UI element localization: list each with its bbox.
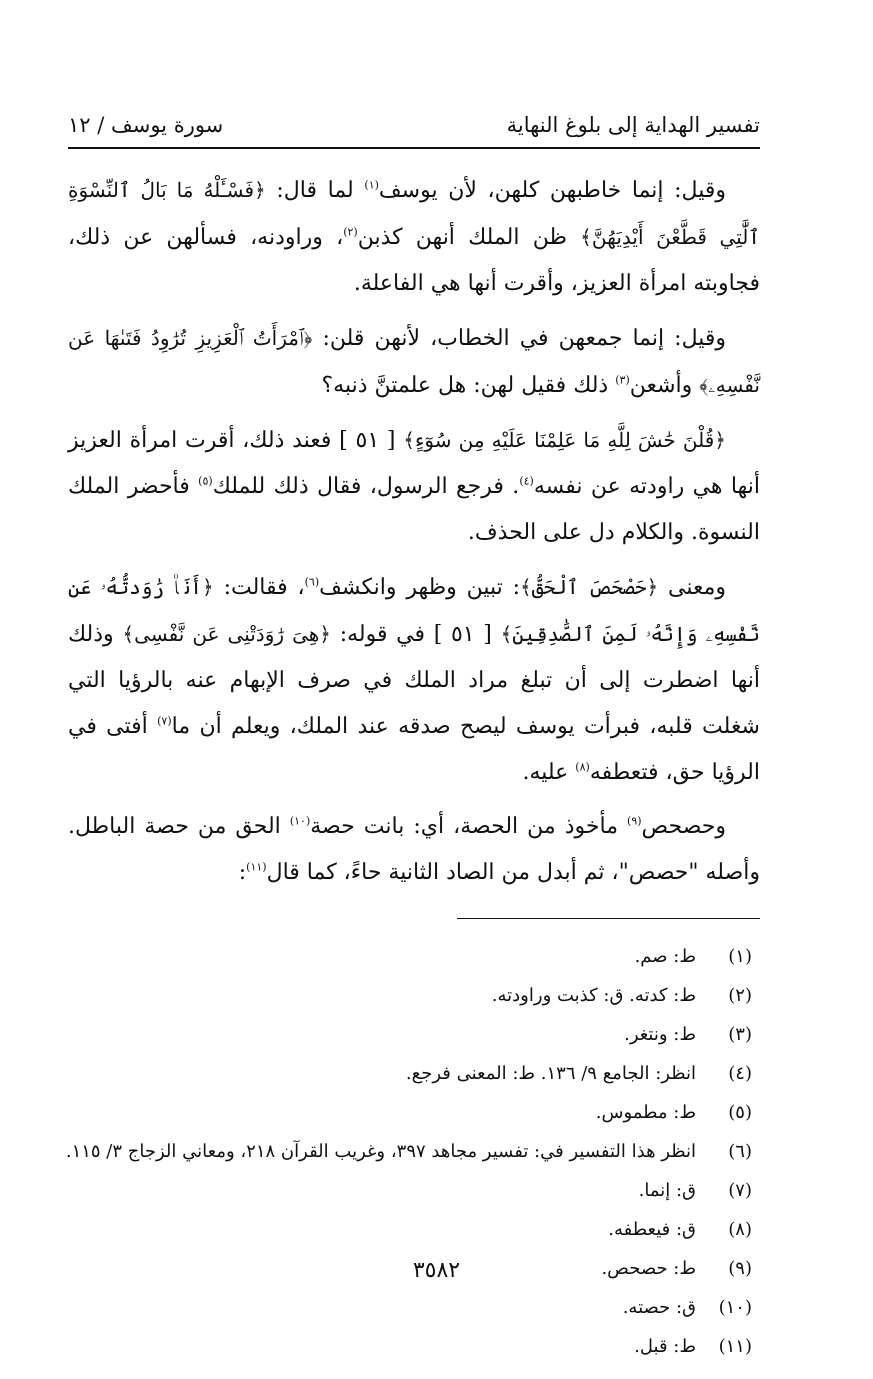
text-segment: وحصحص xyxy=(641,814,727,839)
text-segment: : تبين وظهر وانكشف xyxy=(319,575,521,600)
paragraph-5 xyxy=(68,804,760,896)
paragraph-4 xyxy=(68,564,760,796)
footnote-ref: (١٠) xyxy=(289,814,311,828)
footnote-text: ق: فيعطفه. xyxy=(608,1219,696,1240)
footnote-text: ط: قبل. xyxy=(634,1336,696,1357)
text-segment: ، وراودنه، فسألهن عن ذلك، فجاوبته امرأة العزيز، وأقرت أنها هي الفاعلة. xyxy=(68,225,760,296)
text-segment: ظن الملك أنهن كذبن xyxy=(357,225,581,250)
surah-label: سورة يوسف / ١٢ xyxy=(68,113,224,137)
text-segment: عليه. xyxy=(522,760,576,785)
footnote-number: (٧) xyxy=(728,1180,752,1201)
text-segment: وقيل: إنما جمعهن في الخطاب، لأنهن قلن: xyxy=(312,326,727,351)
main-text xyxy=(68,167,760,896)
footnote-item xyxy=(68,937,760,976)
text-segment: : xyxy=(238,860,247,885)
book-page xyxy=(65,105,761,1366)
footnote-text: ق: حصته. xyxy=(622,1297,696,1318)
quran-verse: ﴿ٱمْرَأَتُ ٱلْعَزِيزِ تُرَٰوِدُ فَتَىٰهَا عَن نَّفْسِهِۦ﴾ xyxy=(68,326,760,397)
footnote-ref: (٣) xyxy=(615,373,630,387)
footnote-number: (٩) xyxy=(728,1258,752,1279)
footnote-item xyxy=(68,1171,760,1210)
footnote-text: ط: صم. xyxy=(634,946,696,967)
footnote-text: ط: حصحص. xyxy=(601,1258,696,1279)
footnote-ref: (٦) xyxy=(304,575,320,589)
footnotes xyxy=(65,937,760,1366)
footnote-item xyxy=(68,1015,760,1054)
footnote-number: (٥) xyxy=(728,1102,752,1123)
quran-verse: ﴿قُلْنَ حَٰشَ لِلَّهِ مَا عَلِمْنَا عَلَيْهِ مِن سُوٓءٍ﴾ xyxy=(403,428,727,452)
text-segment: فأحضر الملك النسوة. والكلام دل على الحذف. xyxy=(68,474,760,545)
footnote-item xyxy=(65,1132,760,1171)
footnote-number: (٦) xyxy=(728,1141,752,1162)
footnote-divider xyxy=(457,918,760,919)
quran-verse: ﴿فَسْـَٔلْهُ مَا بَالُ ٱلنِّسْوَةِ ٱلَّٰتِي قَطَّعْنَ أَيْدِيَهُنَّ﴾ xyxy=(68,178,761,249)
footnote-item xyxy=(68,1054,760,1093)
footnote-text: ط: ونتغر. xyxy=(624,1024,696,1045)
footnote-item xyxy=(68,1093,760,1132)
quran-verse: ﴿أَنَا۠ رَٰوَدتُّهُۥ عَن نَّفْسِهِۦ وَإِنَّهُۥ لَمِنَ ٱلصَّٰدِقِينَ﴾ xyxy=(68,575,760,646)
footnote-item xyxy=(68,1210,760,1249)
footnote-number: (١١) xyxy=(718,1336,752,1357)
text-segment: مأخوذ من الحصة، أي: بانت حصة xyxy=(310,814,628,839)
footnote-number: (٤) xyxy=(728,1063,752,1084)
paragraph-2 xyxy=(68,315,760,409)
footnote-text: انظر: الجامع ٩/ ١٣٦. ط: المعنى فرجع. xyxy=(405,1063,696,1084)
text-segment: ومعنى xyxy=(658,575,727,600)
footnote-text: ط: كدته. ق: كذبت وراودته. xyxy=(491,985,696,1006)
text-segment: ذلك فقيل لهن: هل علمتنَّ ذنبه؟ xyxy=(321,373,616,398)
text-segment: ، فقالت: xyxy=(213,575,305,600)
footnote-ref: (٨) xyxy=(575,760,590,774)
book-title: تفسير الهداية إلى بلوغ النهاية xyxy=(506,113,760,137)
footnote-item xyxy=(68,1288,760,1327)
footnote-number: (٨) xyxy=(728,1219,752,1240)
footnote-ref: (١١) xyxy=(246,860,267,874)
footnote-number: (١٠) xyxy=(718,1297,752,1318)
quran-verse: ﴿حَصْحَصَ ٱلْحَقُّ﴾ xyxy=(520,575,659,599)
footnote-ref: (٤) xyxy=(519,474,534,488)
page-number: ٣٥٨٢ xyxy=(412,1258,461,1283)
paragraph-3 xyxy=(68,417,760,556)
footnote-text: ط: مطموس. xyxy=(595,1102,696,1123)
footnote-ref: (٧) xyxy=(157,714,172,728)
footnote-number: (٢) xyxy=(728,985,752,1006)
paragraph-1 xyxy=(68,167,760,307)
text-segment: الحق من حصة الباطل. وأصله "حصص"، ثم أبدل من الصاد الثانية حاءً، كما قال xyxy=(68,814,760,885)
text-segment: . فرجع الرسول، فقال ذلك للملك xyxy=(212,474,520,499)
footnote-ref: (١) xyxy=(364,178,379,192)
text-segment: لما قال: xyxy=(265,178,365,203)
quran-verse: ﴿هِىَ رَٰوَدَتْنِى عَن نَّفْسِى﴾ xyxy=(122,622,332,646)
text-segment: أفتى في الرؤيا حق، فتعطفه xyxy=(68,714,760,785)
text-segment: وأشعن xyxy=(629,373,700,398)
text-segment: [ ٥١ ] في قوله: xyxy=(331,622,501,647)
footnote-item xyxy=(68,976,760,1015)
footnote-item xyxy=(68,1327,760,1366)
footnote-number: (٣) xyxy=(728,1024,752,1045)
text-segment: [ ٥١ ] فعند ذلك، أقرت امرأة العزيز أنها هي راودته عن نفسه xyxy=(68,428,760,499)
text-segment: وقيل: إنما خاطبهن كلهن، لأن يوسف xyxy=(378,178,726,203)
footnote-text: ق: إنما. xyxy=(638,1180,696,1201)
footnote-text: انظر هذا التفسير في: تفسير مجاهد ٣٩٧، وغريب القرآن ٢١٨، ومعاني الزجاج ٣/ ١١٥. xyxy=(65,1141,696,1162)
footnote-ref: (٢) xyxy=(343,225,358,239)
footnote-number: (١) xyxy=(728,946,752,967)
footnote-ref: (٥) xyxy=(198,474,213,488)
text-segment: وذلك أنها اضطرت إلى أن تبلغ مراد الملك في صرف الإبهام عنه بالرؤيا التي شغلت قلبه، فبرأت يوسف ليصح صدقه عند الملك، ويعلم أن ما xyxy=(68,622,760,739)
page-header xyxy=(68,105,760,149)
footnote-ref: (٩) xyxy=(627,814,642,828)
